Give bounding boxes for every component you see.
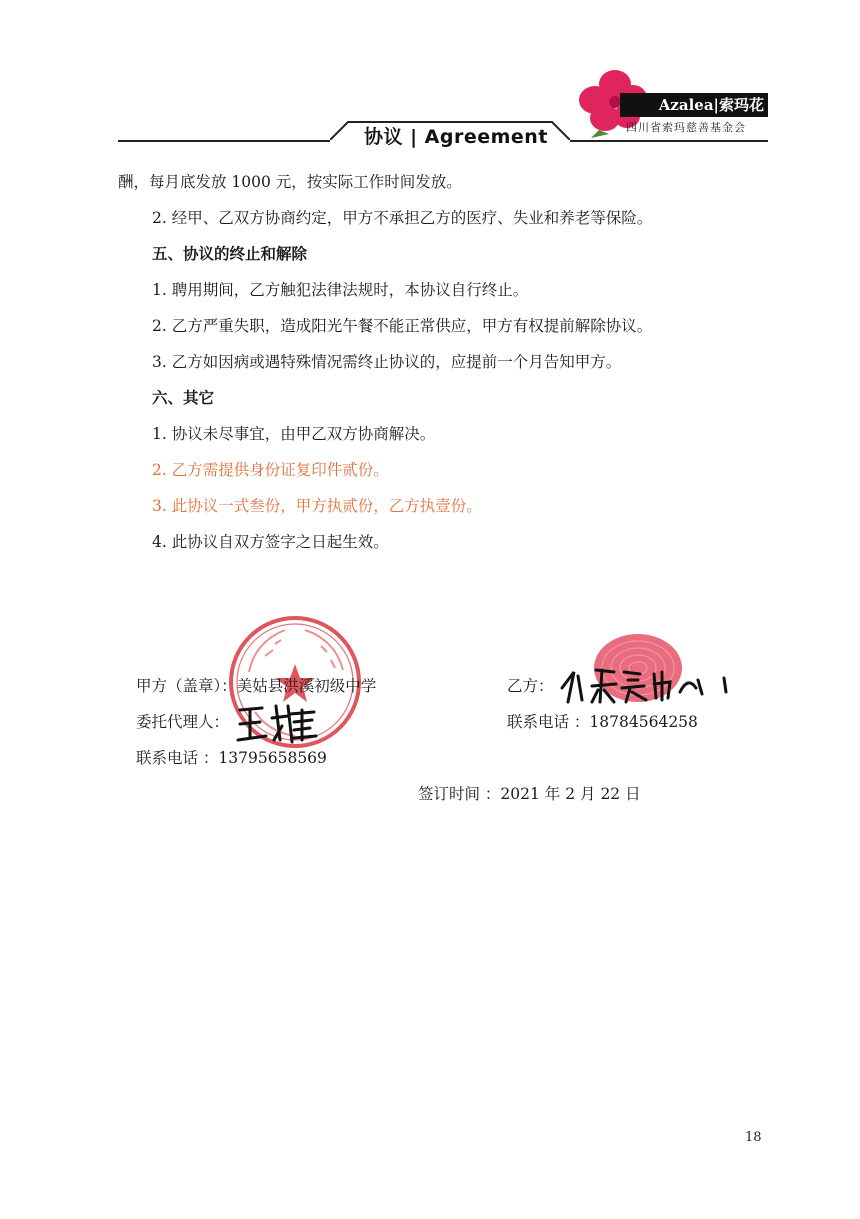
party-b-handwritten-signature	[556, 658, 736, 708]
list-item-highlight: 2. 乙方需提供身份证复印件贰份。	[152, 461, 389, 479]
page-number: 18	[745, 1130, 762, 1145]
section-heading: 六、其它	[152, 388, 215, 407]
header-title: 协议 | Agreement	[364, 126, 548, 148]
sign-date: 签订时间 ：2021 年 2 月 22 日	[418, 785, 641, 803]
list-item: 2. 经甲、乙双方协商约定，甲方不承担乙方的医疗、失业和养老等保险。	[152, 209, 653, 227]
list-item-highlight: 3. 此协议一式叁份，甲方执贰份，乙方执壹份。	[152, 497, 482, 515]
list-item: 1. 聘用期间，乙方触犯法律法规时，本协议自行终止。	[152, 281, 529, 299]
agent-label: 委托代理人：	[136, 713, 230, 731]
list-item: 2. 乙方严重失职，造成阳光午餐不能正常供应，甲方有权提前解除协议。	[152, 317, 653, 335]
list-item: 4. 此协议自双方签字之日起生效。	[152, 533, 389, 551]
logo-banner: Azalea|索玛花	[620, 93, 768, 117]
section-heading: 五、协议的终止和解除	[152, 244, 308, 263]
party-b-label: 乙方：	[507, 677, 554, 695]
party-b-phone: 联系电话 ：18784564258	[507, 713, 698, 731]
list-item: 3. 乙方如因病或遇特殊情况需终止协议的，应提前一个月告知甲方。	[152, 353, 622, 371]
text-line: 酬，每月底发放 1000 元，按实际工作时间发放。	[118, 173, 462, 191]
party-a-label: 甲方（盖章）：美姑县洪溪初级中学	[136, 677, 377, 695]
list-item: 1. 协议未尽事宜，由甲乙双方协商解决。	[152, 425, 436, 443]
agent-handwritten-signature	[236, 700, 326, 746]
party-a-phone: 联系电话 ：13795658569	[136, 749, 327, 767]
logo-subtitle: 四川省索玛慈善基金会	[626, 121, 746, 134]
